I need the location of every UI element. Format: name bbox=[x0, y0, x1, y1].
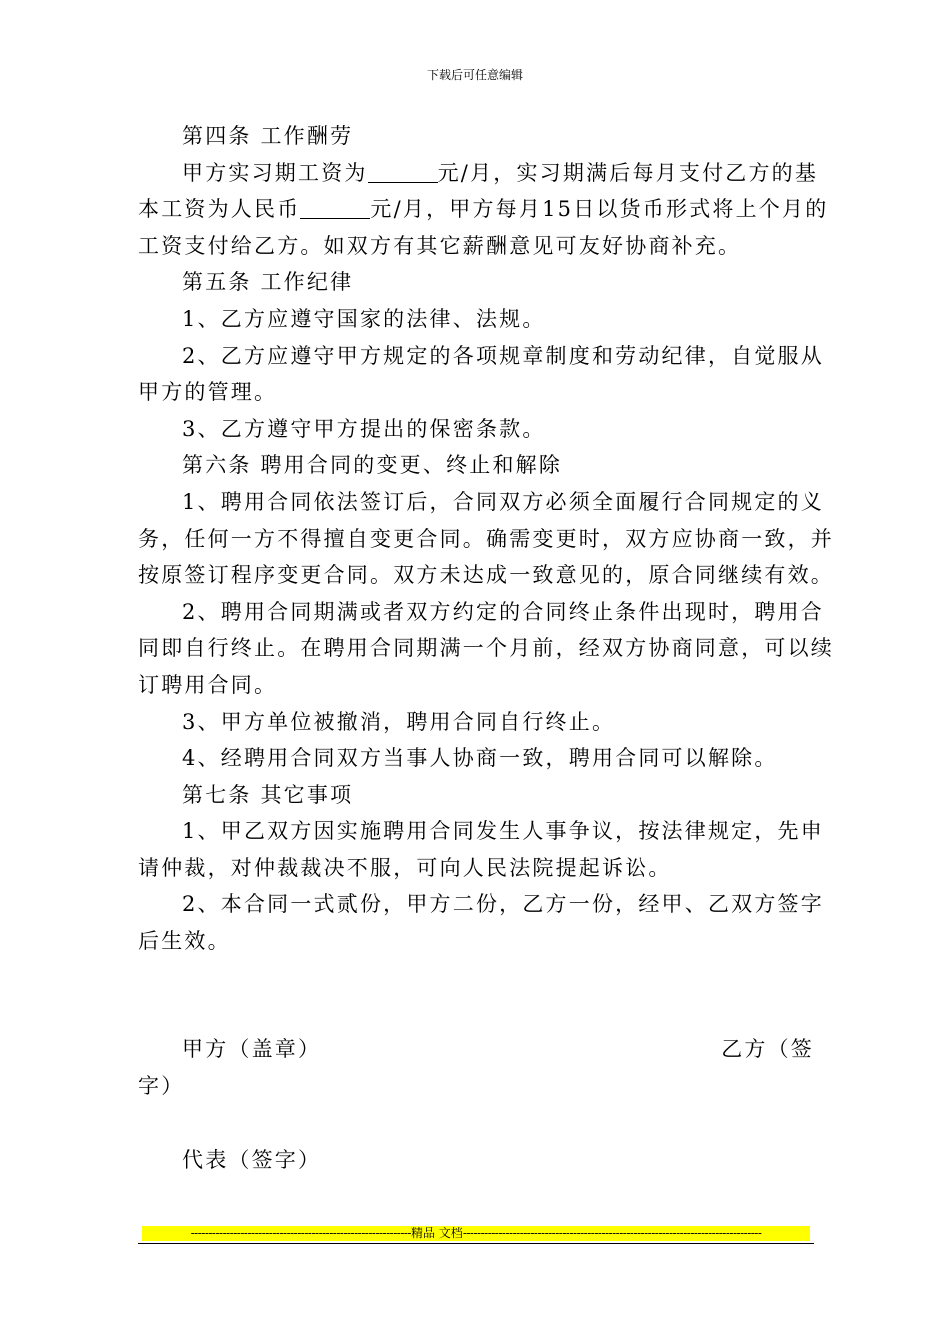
signature-row-wrap bbox=[138, 1070, 814, 1100]
article-7-item-2-line-1: 2、本合同一式贰份，甲方二份，乙方一份，经甲、乙双方签字 bbox=[182, 892, 824, 917]
article-5-item-1: 1、乙方应遵守国家的法律、法规。 bbox=[182, 306, 546, 331]
article-6-item-1-line-3: 按原签订程序变更合同。双方未达成一致意见的，原合同继续有效。 bbox=[138, 563, 834, 588]
document-body bbox=[138, 118, 834, 960]
salary-blank-probation bbox=[368, 162, 438, 183]
party-b-sign-continued: 字） bbox=[138, 1074, 185, 1098]
article-5-item-3: 3、乙方遵守甲方提出的保密条款。 bbox=[182, 416, 546, 441]
footer-label: 精品 文档 bbox=[410, 1226, 463, 1240]
article-4-line-3: 工资支付给乙方。如双方有其它薪酬意见可友好协商补充。 bbox=[138, 233, 742, 258]
article-5-title: 第五条 工作纪律 bbox=[182, 270, 354, 295]
article-6-title: 第六条 聘用合同的变更、终止和解除 bbox=[182, 453, 563, 478]
article-7-item-1-line-2: 请仲裁，对仲裁裁决不服，可向人民法院提起诉讼。 bbox=[138, 855, 672, 880]
article-7-item-1-line-1: 1、甲乙双方因实施聘用合同发生人事争议，按法律规定，先申 bbox=[182, 819, 824, 844]
article-6-item-1-line-1: 1、聘用合同依法签订后，合同双方必须全面履行合同规定的义 bbox=[182, 489, 824, 514]
salary-blank-base bbox=[300, 198, 370, 219]
header-note: 下载后可任意编辑 bbox=[426, 68, 523, 82]
article-4-title: 第四条 工作酬劳 bbox=[182, 124, 354, 148]
article-6-item-2-line-1: 2、聘用合同期满或者双方约定的合同终止条件出现时，聘用合 bbox=[182, 599, 824, 624]
article-5-item-2-line-2: 甲方的管理。 bbox=[138, 380, 278, 405]
article-7-item-2-line-2: 后生效。 bbox=[138, 929, 231, 954]
article-6-item-2-line-3: 订聘用合同。 bbox=[138, 672, 278, 697]
article-4-line-2: 本工资为人民币 元/月，甲方每月15日以货币形式将上个月的 bbox=[138, 197, 829, 222]
footer-dashes-left: -------------------------------------------------------------- bbox=[190, 1226, 411, 1240]
representative-sign: 代表（签字） bbox=[182, 1148, 322, 1172]
footer-dashes-right: ------------------------------------------------------------------------------------ bbox=[462, 1226, 762, 1240]
article-7-title: 第七条 其它事项 bbox=[182, 782, 354, 807]
article-5-item-2-line-1: 2、乙方应遵守甲方规定的各项规章制度和劳动纪律，自觉服从 bbox=[182, 343, 824, 368]
article-6-item-3: 3、甲方单位被撤消，聘用合同自行终止。 bbox=[182, 709, 616, 734]
party-a-seal: 甲方（盖章） bbox=[182, 1037, 322, 1061]
footer-rule bbox=[138, 1243, 814, 1244]
article-6-item-1-line-2: 务，任何一方不得擅自变更合同。确需变更时，双方应协商一致，并 bbox=[138, 526, 834, 551]
article-6-item-2-line-2: 同即自行终止。在聘用合同期满一个月前，经双方协商同意，可以续 bbox=[138, 636, 834, 661]
article-6-item-4: 4、经聘用合同双方当事人协商一致，聘用合同可以解除。 bbox=[182, 746, 778, 771]
party-b-sign: 乙方（签 bbox=[721, 1037, 814, 1061]
article-4-line-1: 甲方实习期工资为 元/月，实习期满后每月支付乙方的基 bbox=[182, 160, 819, 185]
footer-bar bbox=[142, 1226, 810, 1241]
